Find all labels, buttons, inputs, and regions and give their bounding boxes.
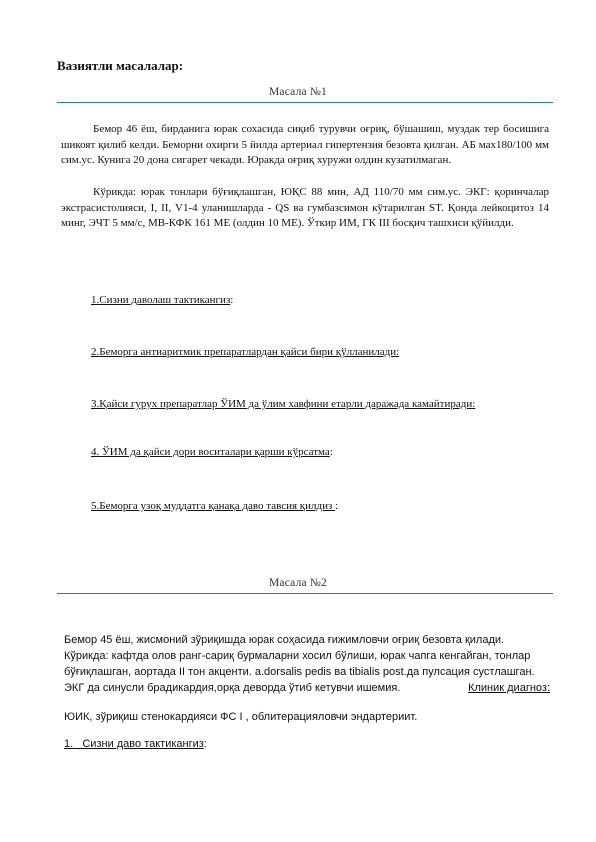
case2-line-3: бўғиқлашган, аортада II тон акценти. a.dorsalis pedis ва tibialis post.да пулсация сустлашган. (64, 666, 535, 678)
case1-question-3: 3.Қайси гурух препаратлар ЎИМ да ўлим хавфини етарли даражада камайтиради: (91, 398, 476, 410)
case2-divider (57, 593, 553, 594)
case2-diagnosis-label: Клиник диагноз: (468, 682, 550, 694)
case1-complaints-text: Бемор 46 ёш, бирданига юрак сохасида сиқиб турувчи оғриқ, бўшашиш, муздак тер босишига шикоят қилиб келди. Беморни охирги 5 йилда артериал гипертензия безовта қилган. АБ мах180/100 мм сим.ус. Кунига 20 дона сигарет чекади. Юракда оғриқ хуружи олдин кузатилмаган. (61, 123, 549, 166)
case1-divider (57, 102, 553, 103)
case1-examination-text: Кўрикда: юрак тонлари бўғиқлашган, ЮҚС 88 мин, АД 110/70 мм сим.ус. ЭКГ: қоринчалар экстрасистолияси, I, II, V1-4 уланишларда - QS ва гумбазсимон кўтарилган ST. Қонда лейкоцитоз 14 минг, ЭЧТ 5 мм/с, МВ-КФК 161 МЕ (олдин 10 МЕ). Ўткир ИМ, ГК III босқич ташхиси қўйилди. (61, 186, 549, 229)
case2-line-4: ЭКГ да синусли брадикардия,орқа деворда ўтиб кетувчи ишемия. Клиник диагноз: (64, 682, 550, 694)
case2-line-1: Бемор 45 ёш, жисмоний зўриқишда юрак соҳасида ғижимловчи оғриқ безовта қилади. (64, 634, 505, 646)
case1-question-4: 4. ЎИМ да қайси дори воситалари қарши кўрсатма: (91, 446, 333, 458)
case2-line-2: Кўрикда: кафтда олов ранг-сариқ бурмаларни хосил бўлиши, юрак чапга кенгайган, тонлар (64, 650, 531, 662)
case1-question-5: 5.Беморга узоқ муддатга қанақа даво тавсия қилдиз : (91, 500, 339, 512)
case1-title: Масала №1 (268, 86, 328, 98)
case1-complaints (61, 122, 549, 169)
case2-description (64, 632, 550, 696)
case1-examination (61, 185, 549, 232)
case2-diagnosis: ЮИК, зўриқиш стенокардияси ФС I , облитерацияловчи эндартериит. (64, 711, 418, 723)
page-heading: Вазиятли масалалар: (57, 58, 184, 73)
case2-question-1: 1. Сизни даво тактикангиз: (64, 738, 207, 750)
case2-title: Масала №2 (268, 577, 328, 589)
case1-question-2: 2.Беморга антиаритмик препаратлардан қайси бири қўлланилади: (91, 346, 400, 358)
case1-question-1: 1.Сизни даволаш тактикангиз: (91, 294, 234, 306)
